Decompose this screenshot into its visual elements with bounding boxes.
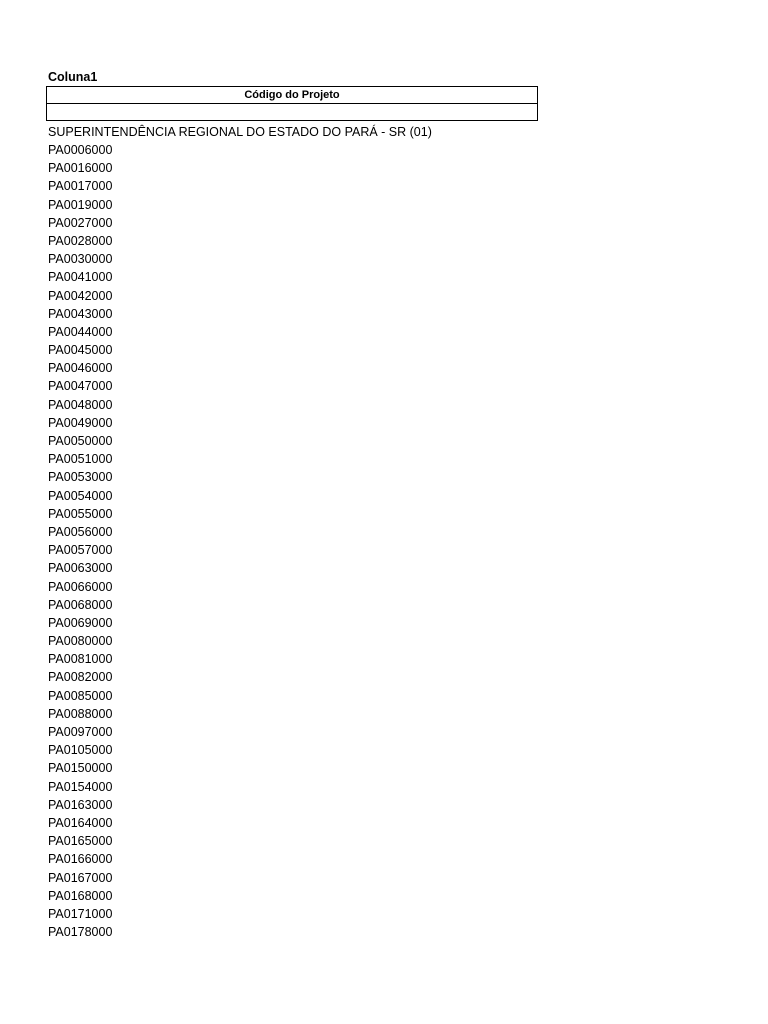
project-code-item: PA0068000 <box>48 597 113 612</box>
project-code-item: PA0057000 <box>48 543 113 558</box>
project-code-item: PA0045000 <box>48 343 113 358</box>
project-code-item: PA0056000 <box>48 524 113 539</box>
project-code-item: PA0088000 <box>48 706 113 721</box>
column-label: Coluna1 <box>48 70 98 84</box>
project-code-item: PA0166000 <box>48 852 113 867</box>
blank-row <box>47 104 538 121</box>
project-code-item: PA0051000 <box>48 452 113 467</box>
project-code-item: PA0063000 <box>48 561 113 576</box>
project-code-item: PA0053000 <box>48 470 113 485</box>
project-code-item: PA0048000 <box>48 397 113 412</box>
project-code-item: PA0164000 <box>48 815 113 830</box>
project-code-item: PA0082000 <box>48 670 113 685</box>
blank-cell <box>47 104 538 121</box>
project-code-item: PA0027000 <box>48 215 113 230</box>
document-page <box>48 68 548 941</box>
project-code-item: PA0030000 <box>48 252 113 267</box>
project-code-item: PA0171000 <box>48 906 113 921</box>
project-code-item: PA0044000 <box>48 324 113 339</box>
project-code-item: PA0081000 <box>48 652 113 667</box>
project-code-item: PA0017000 <box>48 179 113 194</box>
project-code-item: PA0097000 <box>48 725 113 739</box>
project-code-item: PA0016000 <box>48 161 113 176</box>
project-code-item: PA0105000 <box>48 743 113 758</box>
project-code-item: PA0042000 <box>48 288 113 303</box>
project-code-item: PA0168000 <box>48 888 113 903</box>
project-code-item: PA0019000 <box>48 197 113 212</box>
project-code-item: PA0167000 <box>48 870 113 885</box>
project-code-item: PA0006000 <box>48 143 113 157</box>
project-code-item: PA0050000 <box>48 434 113 448</box>
project-code-item: PA0163000 <box>48 797 113 812</box>
project-code-item: PA0069000 <box>48 615 113 630</box>
project-code-item: PA0055000 <box>48 506 113 521</box>
project-code-item: PA0085000 <box>48 688 113 703</box>
project-code-item: PA0066000 <box>48 579 113 594</box>
project-code-item: PA0165000 <box>48 834 113 849</box>
section-title: SUPERINTENDÊNCIA REGIONAL DO ESTADO DO PARÁ - SR (01) <box>48 125 432 139</box>
project-code-item: PA0028000 <box>48 233 113 248</box>
project-code-item: PA0054000 <box>48 488 113 503</box>
project-code-item: PA0178000 <box>48 925 113 940</box>
project-code-item: PA0047000 <box>48 379 113 394</box>
project-code-item: PA0041000 <box>48 270 113 285</box>
project-code-header: Código do Projeto <box>47 87 538 104</box>
project-code-list <box>48 141 548 941</box>
project-code-item: PA0154000 <box>48 779 113 794</box>
project-code-item: PA0046000 <box>48 361 113 376</box>
project-code-item: PA0043000 <box>48 306 113 321</box>
project-code-item: PA0150000 <box>48 761 113 776</box>
project-code-item: PA0080000 <box>48 634 113 649</box>
header-row <box>47 87 538 104</box>
project-code-item: PA0049000 <box>48 415 113 430</box>
project-code-header-table <box>46 86 538 121</box>
